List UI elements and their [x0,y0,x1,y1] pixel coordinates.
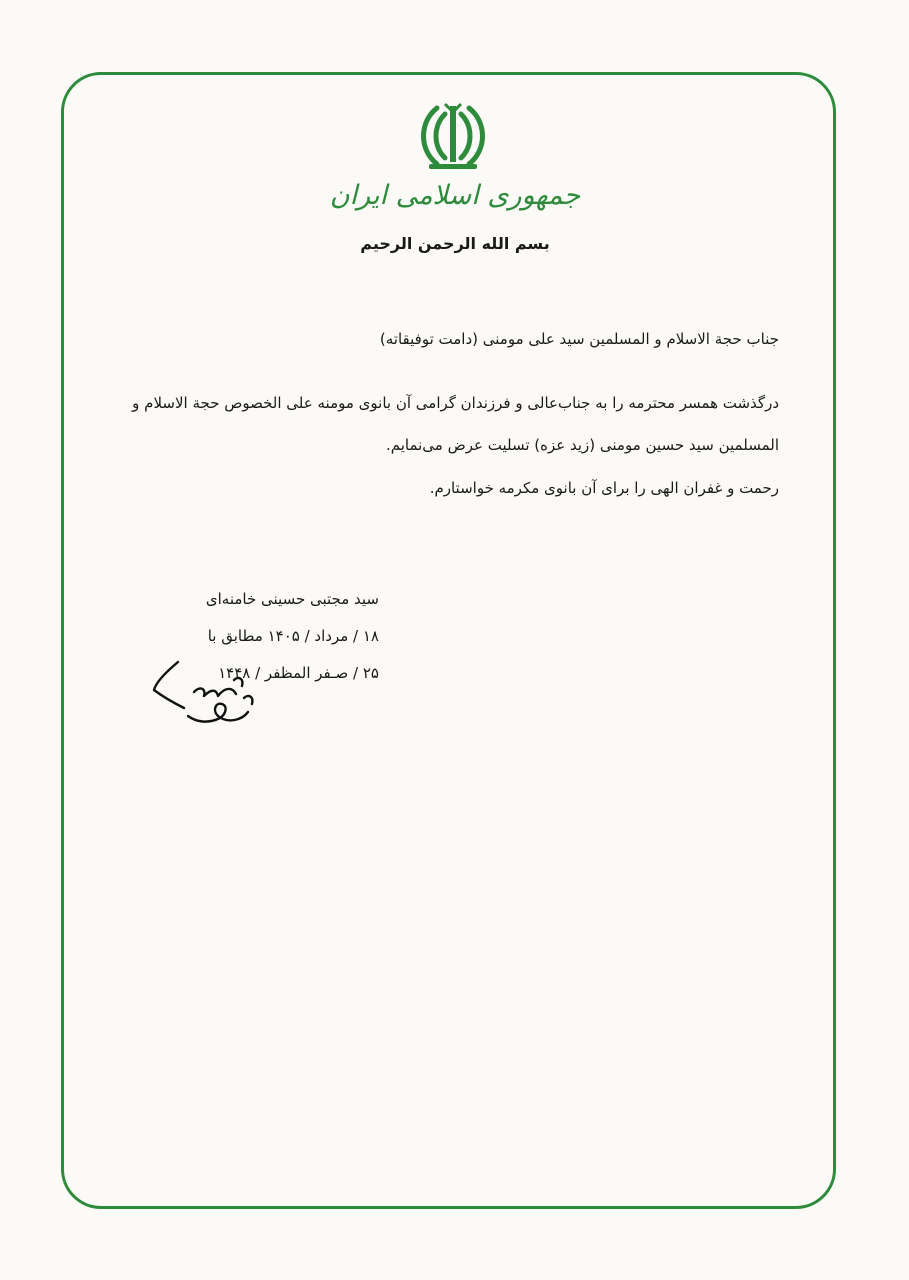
bismillah-heading: بسم الله الرحمن الرحیم [360,234,550,253]
paragraph-1-line-1: درگذشت همسر محترمه را به جناب‌عالی و فرزندان گرامی آن بانوی مومنه علی الخصوص حجة الاسلام و [132,394,779,412]
date-line-2: ۲۵ / صـفر المظفر / ۱۴۴۸ [218,664,379,682]
signer-name: سید مجتبی حسینی خامنه‌ای [205,590,379,608]
paragraph-2: رحمت و غفران الهی را برای آن بانوی مکرمه خواستارم. [429,479,779,497]
handwritten-signature [148,658,258,728]
letterhead-brand: جمهوری اسلامی ایران [329,180,581,211]
date-line-1: ۱۸ / مرداد / ۱۴۰۵ مطابق با [207,627,379,645]
salutation: جناب حجة الاسلام و المسلمین سید علی مومنی (دامت توفیقاته) [379,330,779,348]
iran-emblem-icon [415,100,491,172]
paragraph-1-line-2: المسلمین سید حسین مومنی (زید عزه) تسلیت عرض می‌نمایم. [385,436,779,454]
